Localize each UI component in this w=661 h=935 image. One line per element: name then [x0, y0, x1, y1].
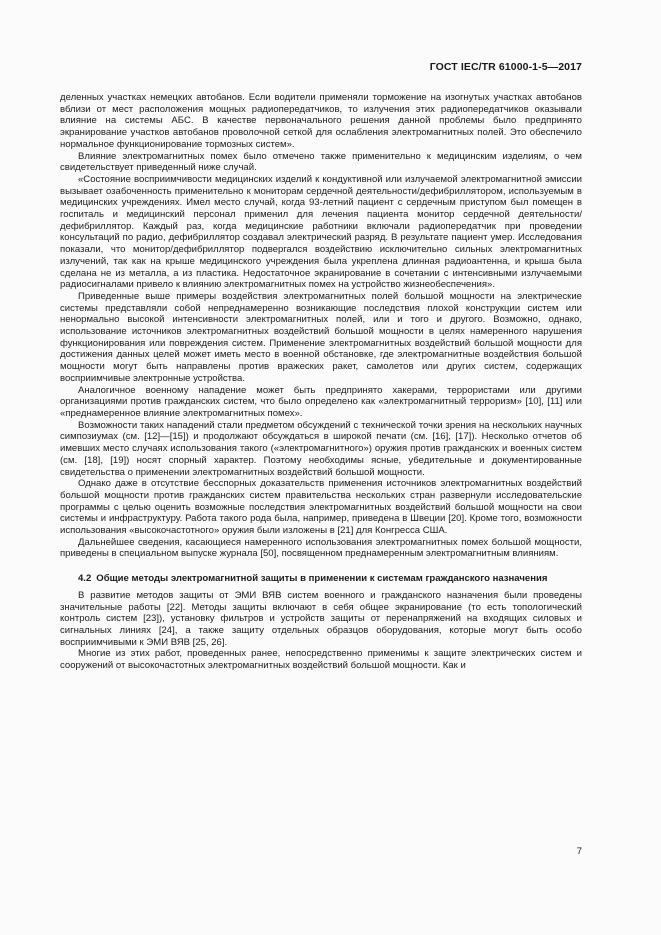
paragraph: Возможности таких нападений стали предметом обсуждений с технической точки зрения на нескольких научных симпозиумах (см. [12]—[15]) и продолжают обсуждаться в широкой печати (см. [16], [17]). Несколько отчетов об имевших место случаях использования такого («электромагнитного») оружия против гражданских и военных систем (см. [18], [19]) носят спорный характер. Поэтому необходимы ясные, убедительные и документированные свидетельства о применении электромагнитных воздействий большой мощности.: [60, 419, 582, 478]
document-header: ГОСТ IEC/TR 61000-1-5—2017: [429, 61, 582, 73]
paragraph: Влияние электромагнитных помех было отмечено также применительно к медицинским изделиям, о чем свидетельствует приведенный ниже случай.: [60, 150, 582, 174]
paragraph-continuation: деленных участках немецких автобанов. Если водители применяли торможение на изогнутых участках автобанов вблизи от мест расположения мощных радиопередатчиков, то излучения этих радиопередатчиков оказывали влияние на системы АБС. В качестве первоначального решения данной проблемы было предпринято экранирование участков автобанов проволочной сеткой для ослабления электромагнитных полей. Это обеспечило нормальное функционирование тормозных систем».: [60, 92, 582, 150]
paragraph: Приведенные выше примеры воздействия электромагнитных полей большой мощности на электрические системы представляли собой непреднамеренно возникающие последствия плохой конструкции систем или ненормально высокой интенсивности электромагнитных полей, или и того и другого. Возможно, однако, использование источников электромагнитных воздействий большой мощности в целях намеренного нарушения функционирования или повреждения систем. Применение электромагнитных воздействий большой мощности для достижения данных целей может иметь место в военной обстановке, где электромагнитные воздействия большой мощности могут быть направлены против вражеских ракет, самолетов или других систем, содержащих восприимчивые электронные устройства.: [60, 290, 582, 384]
paragraph: Дальнейшее сведения, касающиеся намеренного использования электромагнитных помех большой мощности, приведены в специальном выпуске журнала [50], посвященном преднамеренным электромагнитным влияниям.: [60, 536, 582, 560]
paragraph: В развитие методов защиты от ЭМИ ВЯВ систем военного и гражданского назначения были проведены значительные работы [22]. Методы защиты включают в себя общее экранирование (то есть топологический контроль систем [23]), установку фильтров и устройств защиты от перенапряжений на входящих силовых и сигнальных линиях [24], а также защиту отдельных образцов оборудования, которые могут быть особо восприимчивыми к ЭМИ ВЯВ [25, 26].: [60, 589, 582, 648]
document-body: [60, 92, 582, 672]
section-heading: [60, 573, 582, 585]
section-title: Общие методы электромагнитной защиты в применении к системам гражданского назначения: [96, 573, 548, 585]
paragraph-quote: «Состояние восприимчивости медицинских изделий к кондуктивной или излучаемой электромагнитной эмиссии вызывает озабоченность применительно к мониторам сердечной деятельности/дефибриллятором, используемым в медицинских учреждениях. Имел место случай, когда 93-летний пациент с сердечным приступом был помещен в госпиталь и медицинский персонал применил для лечения пациента монитор сердечной деятельности/дефибриллятор. Каждый раз, когда медицинские работники включали радиопередатчик при проведении консультаций по радио, дефибриллятор создавал электрический разряд. В результате пациент умер. Исследования показали, что монитор/дефибриллятор подвергался воздействию исключительно сильных электромагнитных излучений, так как на крыше медицинского учреждения была укреплена длинная радиоантенна, и крыша была сделана не из металла, а из пластика. Недостаточное экранирование в сочетании с интенсивными излучаемыми радиосигналами привело к влиянию электромагнитных помех на устройство жизнеобеспечения».: [60, 173, 582, 291]
page-number: 7: [576, 846, 582, 857]
paragraph: Однако даже в отсутствие бесспорных доказательств применения источников электромагнитных воздействий большой мощности против гражданских систем правительства нескольких стран развернули исследовательские программы с целью оценить возможные последствия электромагнитных воздействий большой мощности на свои системы и инфраструктуру. Работа такого рода была, например, приведена в Швеции [20]. Кроме того, возможности использования «высокочастотного» оружия были изложены в [21] для Конгресса США.: [60, 478, 582, 537]
paragraph: Многие из этих работ, проведенных ранее, непосредственно применимы к защите электрических систем и сооружений от высокочастотных электромагнитных воздействий большой мощности. Как и: [60, 648, 582, 672]
section-number: 4.2: [78, 573, 92, 585]
paragraph: Аналогичное военному нападение может быть предпринято хакерами, террористами или другими организациями против гражданских систем, что было определено как «электромагнитный терроризм» [10], [11] или «преднамеренное влияние электромагнитных помех».: [60, 384, 582, 419]
